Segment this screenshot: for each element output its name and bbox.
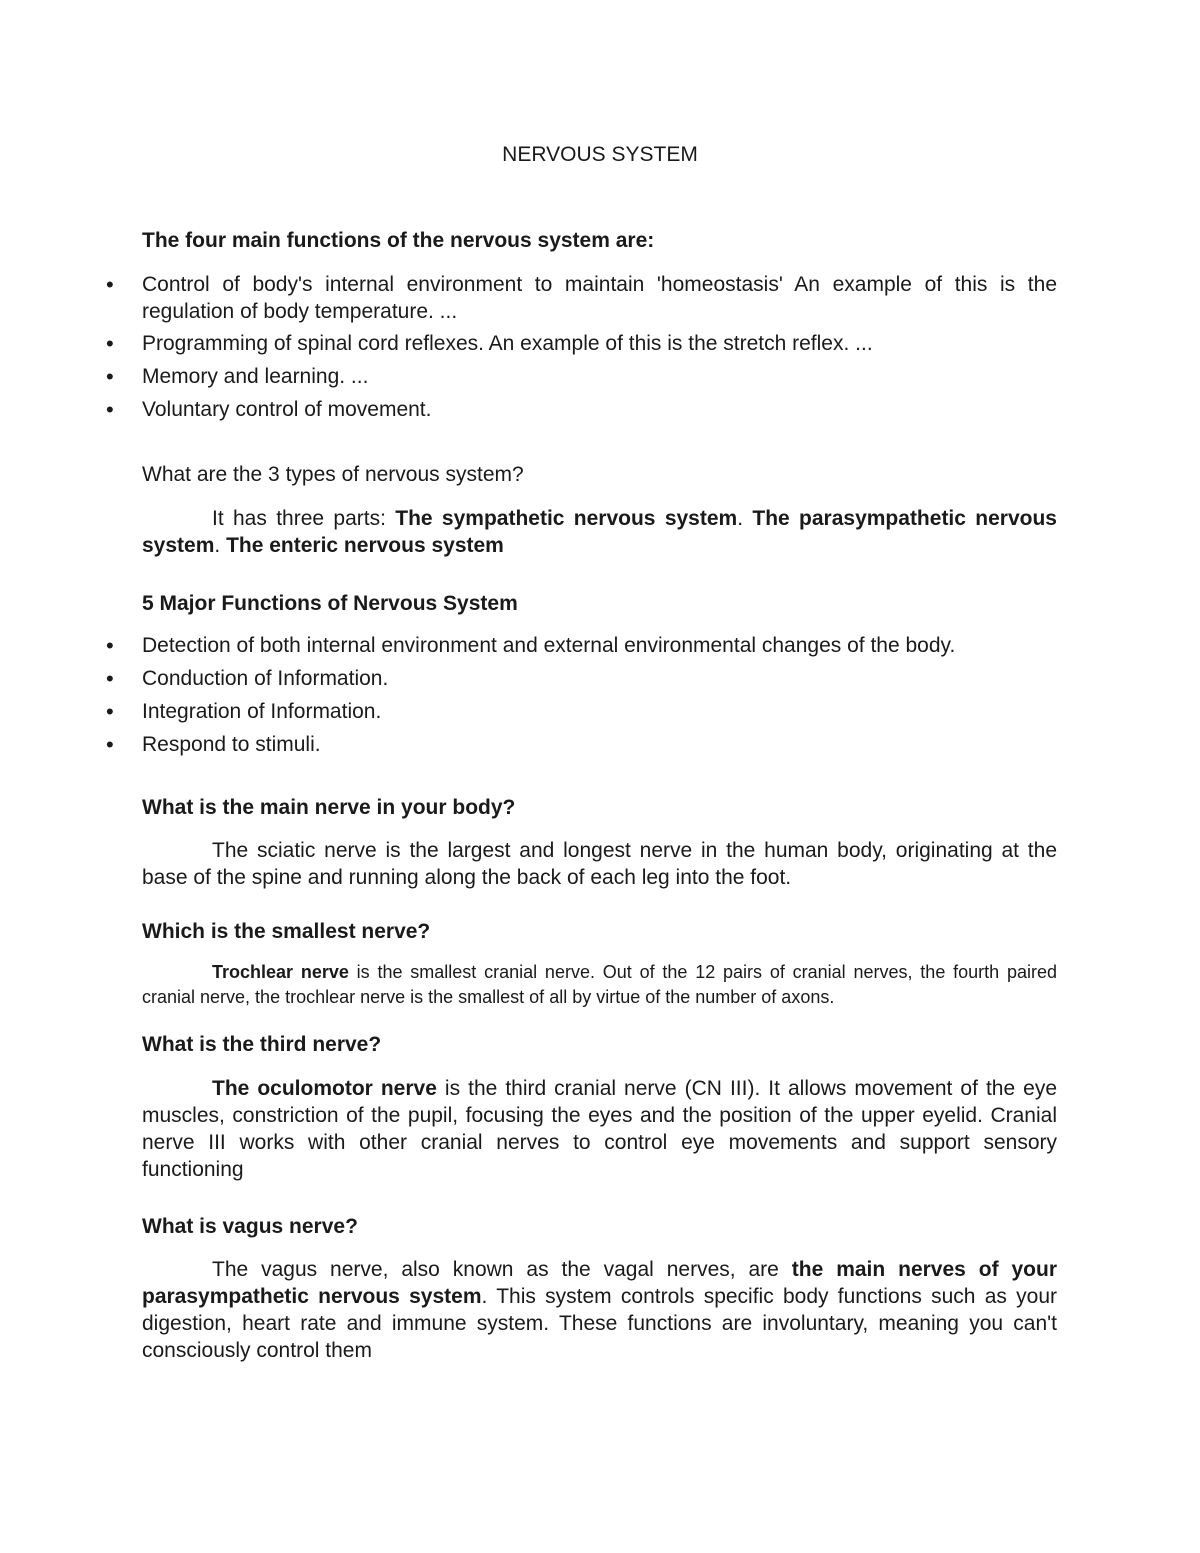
list-item: • Programming of spinal cord reflexes. An example of this is the stretch reflex. ... — [142, 330, 1057, 357]
smallest-nerve-text: Trochlear nerve is the smallest cranial nerve. Out of the 12 pairs of cranial nerves, the fourth paired cranial nerve, the trochlear nerve is the smallest of all by virtue of the number of axons. — [142, 962, 1057, 1007]
document-title: NERVOUS SYSTEM — [502, 143, 698, 166]
types-answer: It has three parts: The sympathetic nervous system. The parasympathetic nervous system. The enteric nervous system — [142, 507, 1057, 557]
vagus-nerve-heading: What is vagus nerve? — [142, 1215, 358, 1238]
list-item: • Integration of Information. — [142, 698, 1057, 725]
list-item: • Voluntary control of movement. — [142, 396, 1057, 423]
types-question: What are the 3 types of nervous system? — [142, 463, 524, 486]
major-functions-heading: 5 Major Functions of Nervous System — [142, 592, 518, 615]
list-item: • Respond to stimuli. — [142, 731, 1057, 758]
third-nerve-heading: What is the third nerve? — [142, 1033, 382, 1056]
main-nerve-heading: What is the main nerve in your body? — [142, 796, 516, 819]
list-item: • Memory and learning. ... — [142, 363, 1057, 390]
list-item: • Control of body's internal environment to maintain 'homeostasis' An example of this is the regulation of body temperature. ... — [142, 271, 1057, 325]
main-nerve-text: The sciatic nerve is the largest and longest nerve in the human body, originating at the base of the spine and running along the back of each leg into the foot. — [142, 839, 1057, 889]
list-item: • Conduction of Information. — [142, 665, 1057, 692]
list-item: • Detection of both internal environment and external environmental changes of the body. — [142, 632, 1057, 659]
vagus-nerve-text: The vagus nerve, also known as the vagal nerves, are the main nerves of your parasympathetic nervous system. This system controls specific body functions such as your digestion, heart rate and immune system. These functions are involuntary, meaning you can't consciously control them — [142, 1258, 1058, 1362]
major-functions-list — [142, 632, 1057, 758]
third-nerve-text: The oculomotor nerve is the third cranial nerve (CN III). It allows movement of the eye muscles, constriction of the pupil, focusing the eyes and the position of the upper eyelid. Cranial nerve III works with other cranial nerves to control eye movements and support sensory functioning — [142, 1077, 1058, 1181]
functions-heading: The four main functions of the nervous system are: — [142, 229, 655, 252]
smallest-nerve-heading: Which is the smallest nerve? — [142, 920, 431, 943]
functions-list — [142, 271, 1057, 423]
